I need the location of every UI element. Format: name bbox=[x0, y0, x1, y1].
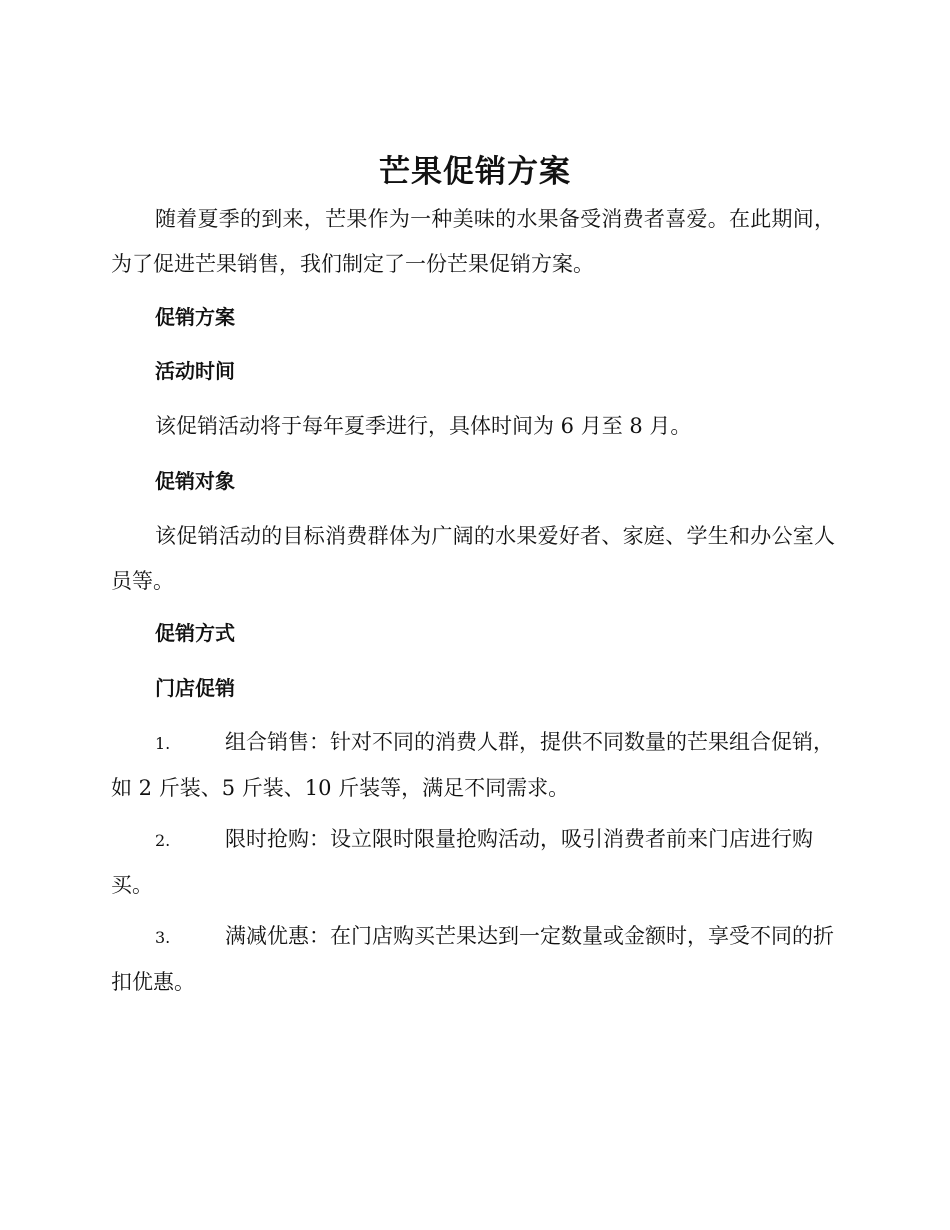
list-item-number: 1. bbox=[155, 734, 171, 753]
list-item-text: 组合销售：针对不同的消费人群，提供不同数量的芒果组合促销，如 2 斤装、5 斤装、10 斤装等，满足不同需求。 bbox=[111, 730, 834, 800]
heading-promotion-target: 促销对象 bbox=[155, 469, 235, 493]
list-item-text: 满减优惠：在门店购买芒果达到一定数量或金额时，享受不同的折扣优惠。 bbox=[111, 924, 834, 994]
intro-paragraph: 随着夏季的到来，芒果作为一种美味的水果备受消费者喜爱。在此期间，为了促进芒果销售，我们制定了一份芒果促销方案。 bbox=[111, 207, 835, 276]
document-title: 芒果促销方案 bbox=[379, 154, 571, 190]
activity-time-paragraph: 该促销活动将于每年夏季进行，具体时间为 6 月至 8 月。 bbox=[155, 414, 692, 438]
promotion-target-paragraph: 该促销活动的目标消费群体为广阔的水果爱好者、家庭、学生和办公室人员等。 bbox=[111, 524, 835, 593]
list-item bbox=[111, 720, 835, 811]
heading-store-promotion: 门店促销 bbox=[155, 676, 235, 700]
list-item bbox=[111, 817, 835, 908]
list-item-number: 3. bbox=[155, 928, 171, 947]
list-item-number: 2. bbox=[155, 831, 171, 850]
heading-promotion-method: 促销方式 bbox=[155, 621, 235, 645]
list-item-text: 限时抢购：设立限时限量抢购活动，吸引消费者前来门店进行购买。 bbox=[111, 827, 813, 897]
heading-activity-time: 活动时间 bbox=[155, 359, 235, 383]
heading-promotion-plan: 促销方案 bbox=[155, 305, 235, 329]
list-item bbox=[111, 914, 835, 1005]
